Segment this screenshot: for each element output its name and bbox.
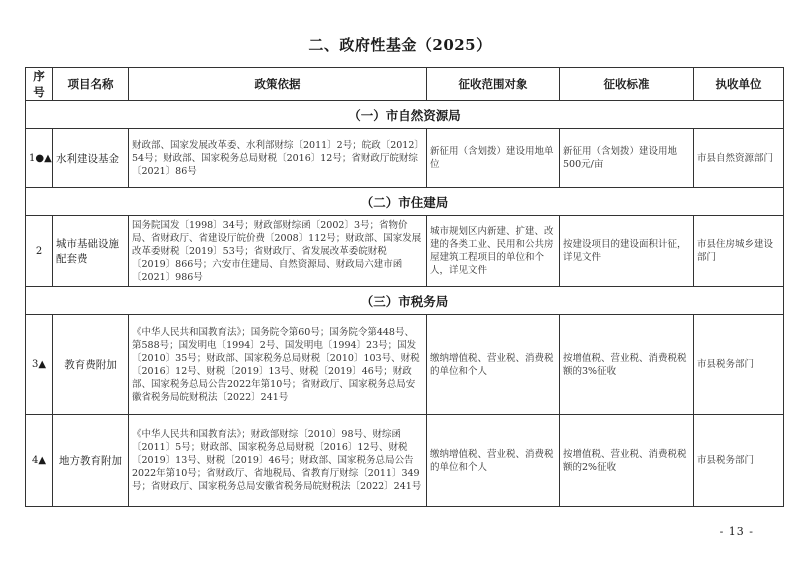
row-standard: 新征用（含划拨）建设用地500元/亩: [560, 129, 694, 188]
header-name: 项目名称: [53, 68, 129, 101]
row-scope: 城市规划区内新建、扩建、改建的各类工业、民用和公共房屋建筑工程项目的单位和个人，详见文件: [427, 216, 560, 287]
row-basis: 财政部、国家发展改革委、水利部财综〔2011〕2号；皖政〔2012〕54号；财政部、国家税务总局财税〔2016〕12号；省财政厅皖财综〔2021〕86号: [129, 129, 427, 188]
row-scope: 缴纳增值税、营业税、消费税的单位和个人: [427, 315, 560, 415]
row-scope: 缴纳增值税、营业税、消费税的单位和个人: [427, 415, 560, 507]
row-no: 1●▲: [26, 129, 53, 188]
row-standard: 按建设项目的建设面积计征，详见文件: [560, 216, 694, 287]
row-basis: 《中华人民共和国教育法》；财政部财综〔2010〕98号、财综函〔2011〕5号；财政部、国家税务总局财税〔2016〕12号、财税〔2019〕13号、财税〔2019〕46号；财政部、国家税务总局公告2022年第10号；省财政厅、省地税局、省教育厅财综〔2011〕349号；省财政厅、国家税务总局安徽省税务局皖财税法〔2022〕241号: [129, 415, 427, 507]
row-no: 2: [26, 216, 53, 287]
table-row: [26, 415, 784, 507]
row-basis: 《中华人民共和国教育法》；国务院令第60号；国务院令第448号、第588号；国发明电〔1994〕2号、国发明电〔1994〕23号；国发〔2010〕35号；财政部、国家税务总局财税〔2010〕103号、财税〔2016〕12号、财税〔2019〕13号、财税〔2019〕46号；财政部、国家税务总局公告2022年第10号；省财政厅、国家税务总局安徽省税务局皖财税法〔2022〕241号: [129, 315, 427, 415]
header-unit: 执收单位: [694, 68, 784, 101]
section-title: （二）市住建局: [26, 188, 784, 216]
page-number: - 13 -: [719, 525, 754, 538]
section-header-tax: [26, 287, 784, 315]
section-header-housing: [26, 188, 784, 216]
header-basis: 政策依据: [129, 68, 427, 101]
row-name: 城市基础设施配套费: [53, 216, 129, 287]
header-no: 序号: [26, 68, 53, 101]
row-name: 地方教育附加: [53, 415, 129, 507]
fund-table: [25, 67, 784, 507]
page-title: 二、政府性基金（2025）: [308, 36, 492, 54]
row-no: 4▲: [26, 415, 53, 507]
row-name: 水利建设基金: [53, 129, 129, 188]
row-standard: 按增值税、营业税、消费税税额的2%征收: [560, 415, 694, 507]
header-scope: 征收范围对象: [427, 68, 560, 101]
table-row: [26, 129, 784, 188]
row-unit: 市县税务部门: [694, 315, 784, 415]
row-no: 3▲: [26, 315, 53, 415]
section-header-natural-resources: [26, 101, 784, 129]
row-basis: 国务院国发〔1998〕34号；财政部财综函〔2002〕3号；省物价局、省财政厅、省建设厅皖价费〔2008〕112号；财政部、国家发展改革委财税〔2019〕53号；省财政厅、省发展改革委皖财税〔2019〕866号；六安市住建局、自然资源局、财政局六建市函〔2021〕986号: [129, 216, 427, 287]
row-unit: 市县税务部门: [694, 415, 784, 507]
row-unit: 市县住房城乡建设部门: [694, 216, 784, 287]
row-unit: 市县自然资源部门: [694, 129, 784, 188]
table-row: [26, 216, 784, 287]
header-standard: 征收标准: [560, 68, 694, 101]
section-title: （三）市税务局: [26, 287, 784, 315]
row-standard: 按增值税、营业税、消费税税额的3%征收: [560, 315, 694, 415]
row-scope: 新征用（含划拨）建设用地单位: [427, 129, 560, 188]
table-row: [26, 315, 784, 415]
section-title: （一）市自然资源局: [26, 101, 784, 129]
row-name: 教育费附加: [53, 315, 129, 415]
header-row: [26, 68, 784, 101]
